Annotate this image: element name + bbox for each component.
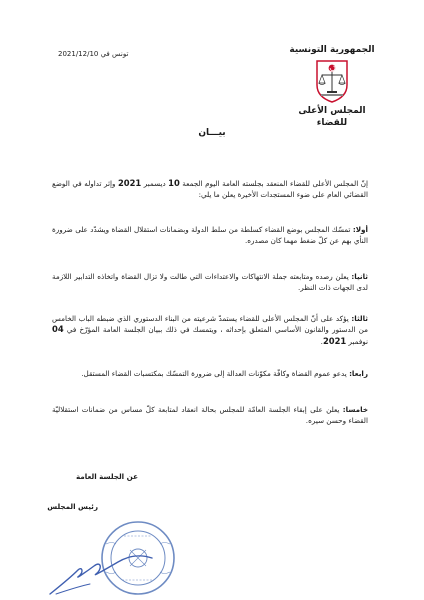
text-run: تمسّك المجلس بوضع القضاء كسلطة من سلط الدولة وبضمانات استقلال القضاة ويشدّد على ضرورة النأي بهم عن كلّ ضغط مهما كان مصدره. [52,225,368,246]
on-behalf-label: عن الجلسة العامة [75,472,138,481]
paragraph-lead: أولا: [352,225,368,234]
text-run: يؤكد على أنّ المجلس الأعلى للقضاء يستمدّ شرعيته من البناء الدستوري الذي ضبطه الباب الخامس من الدستور والقانون الأساسي المتعلق بإحداثه ، ويتمسك في ذلك ببيان الجلسة العامة المؤرّخ في [52,314,368,335]
text-run: يدعو عموم القضاة وكافّة مكوّنات العدالة إلى ضرورة التمسّك بمكتسبات القضاء المستقل. [81,369,350,378]
president-label: رئيس المجلس [47,502,98,511]
document-date: تونس في 2021/12/10 [58,50,129,58]
paragraph-fourth [52,368,368,379]
official-seal-stamp-icon [44,514,180,598]
republic-name: الجمهورية التونسية [289,45,375,55]
council-name: المجلس الأعلى للقضاء [298,106,366,128]
paragraph-intro [52,178,368,201]
statement-title: بيـــان [198,128,226,138]
paragraph-lead: ثالثا: [351,314,368,323]
paragraph-lead: رابعا: [349,369,368,378]
text-run: ديسمبر [141,179,169,188]
paragraph-lead: خامسا: [342,405,368,414]
text-run: نوفمبر [346,336,368,346]
text-run: وإثر تداوله في الوضع القضائي العام على ضوء المستجدات الأخيرة يعلن ما يلي: [52,179,368,200]
text-run: إنّ المجلس الأعلى للقضاء المنعقد بجلسته العامة اليوم الجمعة [179,179,368,188]
text-run: . [320,336,323,346]
handwritten-signature-icon [50,556,152,594]
letterhead [286,44,378,129]
day-number: 10 [168,178,180,188]
text-run: يعلن رصده ومتابعته جملة الانتهاكات والاعتداءات التي طالت ولا تزال القضاة واتخاذه التدابير اللازمة لدى الجهات ذات النظر. [52,272,368,293]
paragraph-first [52,224,368,247]
paragraph-third [52,313,368,347]
year-number: 2021 [322,335,347,346]
scales-of-justice-emblem-icon [313,59,351,103]
paragraph-second [52,271,368,294]
day-number: 04 [52,324,64,335]
paragraph-fifth [52,404,368,427]
text-run: يعلن على إبقاء الجلسة العامّة للمجلس بحالة انعقاد لمتابعة كلّ مساس من ضمانات استقلاليّة القضاء وحسن سيره. [52,405,368,426]
year-number: 2021 [117,178,142,188]
paragraph-lead: ثانيا: [351,272,368,281]
